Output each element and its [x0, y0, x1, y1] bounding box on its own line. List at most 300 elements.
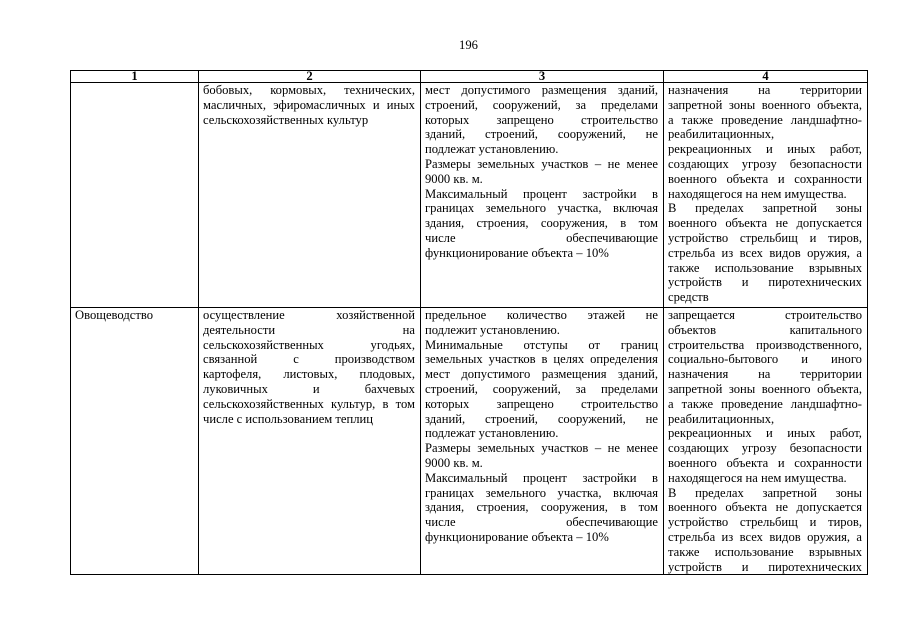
line-word: земельного — [485, 485, 547, 500]
line-word: пределами — [600, 381, 658, 396]
line-word: том — [638, 216, 658, 231]
line-word: также — [681, 112, 714, 127]
cell-line — [203, 83, 415, 98]
cell-line — [668, 441, 862, 456]
cell-line — [668, 98, 862, 113]
line-word: сельскохозяйственных — [203, 396, 324, 411]
line-word: не — [645, 127, 658, 142]
cell-line: подлежат установлению. — [425, 426, 559, 441]
line-word: Максимальный — [425, 470, 508, 485]
cell-line — [668, 275, 862, 290]
cell-line — [668, 261, 862, 276]
cell-line — [668, 338, 862, 353]
line-word: зоны — [728, 97, 756, 112]
line-word: масличных, — [203, 97, 267, 112]
line-word: военного — [668, 455, 717, 470]
line-word: иных — [386, 97, 415, 112]
line-word: военного — [761, 381, 811, 396]
cell-line: 9000 кв. м. — [425, 171, 483, 186]
cell-line — [668, 127, 862, 142]
cell-line: находящегося на нем имущества. — [668, 186, 847, 201]
line-word: – — [594, 441, 602, 456]
line-word: плодовых, — [359, 367, 415, 382]
line-word: и — [741, 275, 749, 290]
line-word: также — [681, 396, 714, 411]
line-word: объекта — [726, 171, 769, 186]
line-word: и — [766, 426, 773, 441]
cell-line — [425, 338, 658, 353]
line-word: участков — [541, 156, 589, 171]
line-word: отступы — [523, 337, 568, 352]
line-word: устройство — [668, 230, 729, 245]
table-row — [71, 83, 868, 308]
cell-line: числе с использованием теплиц — [203, 411, 374, 426]
line-word: запретной — [668, 381, 723, 396]
line-word: деятельности — [203, 322, 276, 337]
line-word: пиротехнических — [768, 559, 862, 574]
line-word: хозяйственной — [336, 308, 415, 322]
cell-line — [668, 172, 862, 187]
line-word: земельных — [425, 352, 483, 367]
line-word: целях — [553, 352, 585, 367]
line-word: границах — [425, 485, 475, 500]
line-word: процент — [523, 470, 567, 485]
cell-line — [425, 471, 658, 486]
line-word: пределах — [695, 201, 744, 216]
cell-line — [668, 382, 862, 397]
line-word: сохранности — [794, 455, 862, 470]
line-word: реабилитационных, — [668, 411, 775, 426]
line-word: включая — [613, 485, 658, 500]
cell-line — [425, 231, 658, 246]
cell-line — [203, 367, 415, 382]
line-word: взрывных — [808, 260, 862, 275]
cell-line — [425, 500, 658, 515]
line-word: а — [668, 396, 674, 411]
cell-col4 — [664, 83, 868, 308]
line-word: иных — [787, 426, 816, 441]
line-word: а — [668, 112, 674, 127]
line-word: Минимальные — [425, 337, 503, 352]
line-word: рекреационных — [668, 142, 752, 157]
line-word: технических, — [344, 83, 415, 97]
line-word: оружия, — [807, 529, 851, 544]
line-word: строительства — [668, 337, 745, 352]
cell-line — [425, 127, 658, 142]
line-word: участков — [541, 441, 589, 456]
cell-line — [203, 323, 415, 338]
line-word: и — [372, 97, 380, 112]
line-word: объекта — [725, 216, 768, 231]
line-word: включая — [613, 201, 658, 216]
table-row — [71, 308, 868, 575]
cell-line — [668, 216, 862, 231]
line-word: которых — [425, 396, 470, 411]
cell-line — [668, 246, 862, 261]
cell-line — [425, 352, 658, 367]
line-word: за — [575, 97, 587, 112]
line-word: строений, — [425, 97, 478, 112]
line-word: из — [721, 529, 734, 544]
line-word: менее — [626, 441, 658, 456]
line-word: также — [668, 544, 700, 559]
cell-line — [668, 412, 862, 427]
line-word: видов — [769, 529, 801, 544]
line-word: и — [777, 455, 785, 470]
line-word: том — [638, 500, 658, 515]
line-word: здания, — [425, 500, 465, 515]
cell-line — [668, 83, 862, 98]
line-word: допускается — [796, 500, 862, 515]
line-word: мест — [425, 83, 450, 97]
line-word: числе — [425, 230, 456, 245]
line-word: назначения — [668, 83, 729, 97]
line-word: в — [382, 396, 389, 411]
cell-col3 — [421, 308, 664, 575]
line-word: строения, — [476, 216, 529, 231]
line-word: связанной — [203, 352, 258, 367]
cell-col2 — [199, 308, 421, 575]
line-word: допустимого — [461, 367, 531, 382]
line-word: которых — [425, 112, 470, 127]
line-word: иного — [831, 352, 862, 367]
line-word: и — [809, 230, 817, 245]
line-word: листовых, — [283, 367, 338, 382]
column-number: 1 — [71, 71, 199, 83]
line-word: стрельбищ — [739, 515, 798, 530]
line-word: количество — [506, 308, 567, 322]
cell-line — [668, 560, 862, 575]
cell-line — [425, 412, 658, 427]
cell-line: подлежит установлению. — [425, 322, 560, 337]
line-word: использование — [714, 544, 794, 559]
line-word: территории — [800, 367, 862, 382]
line-word: стрельба — [668, 529, 716, 544]
line-word: не — [645, 411, 658, 426]
line-word: менее — [626, 156, 658, 171]
cell-line — [668, 352, 862, 367]
cell-line — [668, 113, 862, 128]
line-word: осуществление — [203, 308, 285, 322]
cell-line — [425, 397, 658, 412]
line-word: в — [652, 186, 658, 201]
line-word: этажей — [587, 308, 626, 322]
cell-line — [203, 308, 415, 323]
line-word: объекта, — [817, 381, 862, 396]
line-word: в — [620, 500, 627, 515]
line-word: военного — [668, 171, 717, 186]
line-word: запрещено — [496, 396, 554, 411]
line-word: в — [620, 216, 627, 231]
line-word: допускается — [796, 216, 862, 231]
line-word: и — [809, 515, 817, 530]
line-word: зданий, — [425, 411, 466, 426]
line-word: работ, — [829, 426, 862, 441]
line-word: производственного, — [756, 337, 862, 352]
cell-col2 — [199, 83, 421, 308]
line-word: сооружений, — [557, 127, 626, 142]
cell-line — [668, 486, 862, 501]
line-word: реабилитационных, — [668, 127, 775, 142]
line-word: строений, — [485, 127, 538, 142]
line-word: пиротехнических — [768, 275, 862, 290]
line-word: запретной — [668, 97, 723, 112]
line-word: застройки — [582, 186, 637, 201]
line-word: безопасности — [789, 441, 862, 456]
cell-line: функционирование объекта – 10% — [425, 245, 609, 260]
line-word: размещения — [541, 83, 607, 97]
line-word: земельных — [477, 441, 535, 456]
line-word: Размеры — [425, 441, 471, 456]
line-word: обеспечивающие — [566, 230, 658, 245]
line-word: объектов — [668, 322, 717, 337]
line-word: мест — [425, 367, 450, 382]
line-word: и — [801, 352, 808, 367]
line-word: ландшафтно- — [790, 396, 862, 411]
line-word: и — [312, 381, 320, 396]
line-word: от — [588, 337, 601, 352]
line-word: зданий, — [425, 127, 466, 142]
line-word: устройство — [668, 515, 729, 530]
line-word: зоны — [728, 381, 756, 396]
column-number: 4 — [664, 71, 868, 83]
page-number: 196 — [459, 38, 478, 52]
line-word: капитального — [789, 322, 862, 337]
cell-line — [668, 157, 862, 172]
cell-line — [668, 545, 862, 560]
line-word: земельного — [485, 201, 547, 216]
line-word: не — [775, 216, 788, 231]
line-word: на — [758, 83, 771, 97]
line-word: а — [856, 529, 862, 544]
line-word: в — [652, 470, 658, 485]
line-word: рекреационных — [668, 426, 752, 441]
column-number: 2 — [199, 71, 421, 83]
line-word: запрещается — [668, 308, 735, 322]
line-word: из — [721, 245, 734, 260]
line-word: запрещено — [496, 112, 554, 127]
line-word: не — [607, 156, 620, 171]
line-word: создающих — [668, 441, 729, 456]
cell-line: средств — [668, 290, 709, 305]
line-word: взрывных — [808, 544, 862, 559]
line-word: военного — [668, 216, 717, 231]
line-word: зоны — [835, 485, 862, 500]
cell-line: находящегося на нем имущества. — [668, 470, 847, 485]
cell-line — [668, 201, 862, 216]
line-word: предельное — [425, 308, 487, 322]
cell-line — [425, 157, 658, 172]
line-word: угрозу — [741, 441, 777, 456]
cell-line: сельскохозяйственных культур — [203, 112, 369, 127]
cell-line — [425, 83, 658, 98]
cell-line — [668, 142, 862, 157]
line-word: культур, — [331, 396, 376, 411]
line-word: запретной — [762, 201, 817, 216]
line-word: определения — [590, 352, 658, 367]
cell-line — [668, 515, 862, 530]
line-word: строительство — [785, 308, 862, 322]
cell-line — [203, 397, 415, 412]
line-word: строительство — [581, 112, 658, 127]
cell-line — [425, 187, 658, 202]
cell-line — [668, 367, 862, 382]
column-number-row — [71, 71, 868, 83]
line-word: стрельбищ — [739, 230, 798, 245]
cell-line — [668, 426, 862, 441]
line-word: сооружений, — [557, 411, 626, 426]
cell-line — [425, 486, 658, 501]
cell-line: 9000 кв. м. — [425, 455, 483, 470]
line-word: иных — [787, 142, 816, 157]
line-word: устройств — [668, 559, 722, 574]
line-word: зоны — [835, 201, 862, 216]
line-word: оружия, — [807, 245, 851, 260]
line-word: с — [293, 352, 299, 367]
line-word: производством — [334, 352, 415, 367]
line-word: В — [668, 485, 677, 500]
line-word: кормовых, — [270, 83, 327, 97]
cell-line — [425, 201, 658, 216]
line-word: создающих — [668, 156, 729, 171]
line-word: назначения — [668, 367, 729, 382]
line-word: здания, — [425, 216, 465, 231]
line-word: строений, — [425, 381, 478, 396]
column-number: 3 — [421, 71, 664, 83]
line-word: стрельба — [668, 245, 716, 260]
line-word: и — [777, 171, 785, 186]
cell-col3 — [421, 83, 664, 308]
line-word: луковичных — [203, 381, 268, 396]
line-word: допустимого — [461, 83, 531, 97]
cell-col4 — [664, 308, 868, 575]
line-word: на — [402, 322, 415, 337]
document-table — [70, 70, 868, 575]
line-word: Размеры — [425, 156, 471, 171]
line-word: сооружений, — [492, 97, 561, 112]
cell-line — [425, 308, 658, 323]
line-word: бобовых, — [203, 83, 253, 97]
line-word: всех — [739, 245, 763, 260]
line-word: запретной — [762, 485, 817, 500]
line-word: использование — [714, 260, 794, 275]
line-word: тиров, — [828, 515, 862, 530]
line-word: не — [775, 500, 788, 515]
line-word: объекта — [725, 500, 768, 515]
line-word: за — [575, 381, 587, 396]
line-word: зданий, — [617, 367, 658, 382]
line-word: в — [541, 352, 548, 367]
line-word: всех — [739, 529, 763, 544]
line-word: участков — [488, 352, 536, 367]
line-word: проведение — [721, 396, 783, 411]
line-word: бахчевых — [364, 381, 415, 396]
line-word: эфиромасличных — [273, 97, 366, 112]
line-word: участка, — [557, 485, 602, 500]
cell-line — [425, 515, 658, 530]
cell-line: Овощеводство — [75, 308, 153, 322]
line-word: картофеля, — [203, 367, 262, 382]
cell-line — [668, 308, 862, 323]
line-word: работ, — [829, 142, 862, 157]
line-word: объекта — [726, 455, 769, 470]
cell-line: функционирование объекта – 10% — [425, 529, 609, 544]
line-word: Максимальный — [425, 186, 508, 201]
line-word: и — [766, 142, 773, 157]
line-word: также — [668, 260, 700, 275]
cell-line — [425, 367, 658, 382]
line-word: ландшафтно- — [790, 112, 862, 127]
cell-line — [668, 397, 862, 412]
cell-line — [203, 98, 415, 113]
line-word: земельных — [477, 156, 535, 171]
line-word: не — [607, 441, 620, 456]
line-word: границах — [425, 201, 475, 216]
line-word: сооружений, — [492, 381, 561, 396]
line-word: строительство — [581, 396, 658, 411]
line-word: тиров, — [828, 230, 862, 245]
line-word: видов — [769, 245, 801, 260]
line-word: устройств — [668, 275, 722, 290]
line-word: объекта, — [817, 97, 862, 112]
line-word: проведение — [721, 112, 783, 127]
line-word: и — [741, 559, 749, 574]
line-word: на — [758, 367, 771, 382]
line-word: – — [594, 156, 602, 171]
line-word: сооружения, — [540, 500, 608, 515]
cell-line — [668, 530, 862, 545]
line-word: обеспечивающие — [566, 515, 658, 530]
cell-line — [425, 382, 658, 397]
line-word: военного — [668, 500, 717, 515]
line-word: угрозу — [741, 156, 777, 171]
line-word: сельскохозяйственных — [203, 337, 324, 352]
line-word: а — [856, 245, 862, 260]
line-word: том — [395, 396, 415, 411]
cell-line — [668, 323, 862, 338]
cell-line — [425, 216, 658, 231]
cell-col1 — [71, 83, 199, 308]
line-word: участка, — [557, 201, 602, 216]
line-word: не — [645, 308, 658, 322]
line-word: пределами — [600, 97, 658, 112]
line-word: строения, — [476, 500, 529, 515]
cell-col1 — [71, 308, 199, 575]
line-word: границ — [620, 337, 658, 352]
line-word: безопасности — [789, 156, 862, 171]
line-word: военного — [761, 97, 811, 112]
line-word: строений, — [485, 411, 538, 426]
line-word: пределах — [695, 485, 744, 500]
cell-line: подлежат установлению. — [425, 142, 559, 157]
cell-line — [203, 352, 415, 367]
cell-line — [668, 231, 862, 246]
line-word: сооружения, — [540, 216, 608, 231]
line-word: размещения — [541, 367, 607, 382]
line-word: зданий, — [617, 83, 658, 97]
cell-line — [425, 113, 658, 128]
line-word: территории — [800, 83, 862, 97]
line-word: процент — [523, 186, 567, 201]
line-word: числе — [425, 515, 456, 530]
line-word: социально-бытового — [668, 352, 779, 367]
line-word: застройки — [582, 470, 637, 485]
cell-line — [203, 338, 415, 353]
cell-line — [425, 441, 658, 456]
cell-line — [203, 382, 415, 397]
line-word: В — [668, 201, 677, 216]
cell-line — [668, 500, 862, 515]
